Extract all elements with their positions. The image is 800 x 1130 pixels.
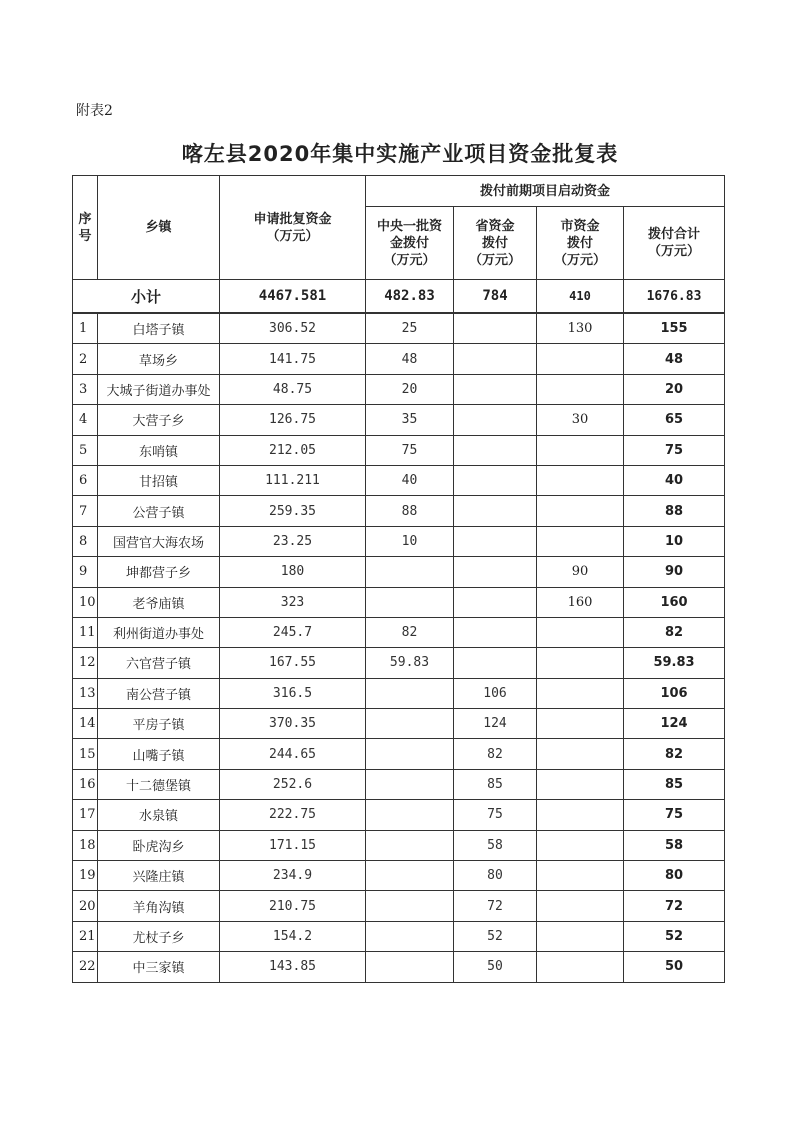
cell-city — [537, 465, 624, 495]
header-province-label: 省资金拨付 — [475, 218, 515, 251]
cell-city — [537, 800, 624, 830]
table-row — [73, 465, 725, 495]
subtotal-sum: 1676.83 — [624, 280, 725, 314]
header-town: 乡镇 — [98, 176, 220, 280]
cell-central: 59.83 — [366, 648, 454, 678]
cell-city — [537, 496, 624, 526]
cell-city — [537, 374, 624, 404]
cell-applied: 252.6 — [220, 769, 366, 799]
cell-province: 75 — [454, 800, 537, 830]
cell-seq: 10 — [73, 587, 98, 617]
cell-province: 124 — [454, 709, 537, 739]
cell-central — [366, 678, 454, 708]
cell-city — [537, 739, 624, 769]
cell-central: 20 — [366, 374, 454, 404]
cell-seq: 12 — [73, 648, 98, 678]
cell-province: 72 — [454, 891, 537, 921]
table-row — [73, 709, 725, 739]
cell-central: 75 — [366, 435, 454, 465]
table-row — [73, 769, 725, 799]
header-central — [366, 207, 454, 280]
header-central-label: 中央一批资金拨付 — [376, 218, 442, 251]
table-row — [73, 830, 725, 860]
header-city — [537, 207, 624, 280]
cell-province — [454, 496, 537, 526]
cell-province — [454, 617, 537, 647]
cell-city — [537, 709, 624, 739]
cell-province — [454, 313, 537, 344]
table-row — [73, 526, 725, 556]
cell-sum: 10 — [624, 526, 725, 556]
cell-province — [454, 557, 537, 587]
subtotal-label: 小计 — [73, 280, 220, 314]
annex-label: 附表2 — [76, 103, 113, 119]
cell-province — [454, 405, 537, 435]
header-central-unit: （万元） — [383, 252, 436, 268]
cell-sum: 40 — [624, 465, 725, 495]
header-sum — [624, 207, 725, 280]
cell-town: 六官营子镇 — [98, 648, 220, 678]
cell-seq: 15 — [73, 739, 98, 769]
table-row — [73, 861, 725, 891]
cell-applied: 323 — [220, 587, 366, 617]
cell-applied: 234.9 — [220, 861, 366, 891]
cell-town: 老爷庙镇 — [98, 587, 220, 617]
cell-seq: 21 — [73, 921, 98, 951]
cell-sum: 52 — [624, 921, 725, 951]
cell-town: 卧虎沟乡 — [98, 830, 220, 860]
cell-province — [454, 587, 537, 617]
cell-applied: 244.65 — [220, 739, 366, 769]
cell-town: 水泉镇 — [98, 800, 220, 830]
table-row — [73, 557, 725, 587]
cell-seq: 7 — [73, 496, 98, 526]
cell-applied: 180 — [220, 557, 366, 587]
header-sum-unit: （万元） — [648, 244, 701, 259]
cell-town: 兴隆庄镇 — [98, 861, 220, 891]
cell-seq: 6 — [73, 465, 98, 495]
cell-province — [454, 465, 537, 495]
header-city-unit: （万元） — [553, 252, 606, 268]
table-body — [73, 313, 725, 982]
table-row — [73, 891, 725, 921]
cell-sum: 160 — [624, 587, 725, 617]
cell-applied: 48.75 — [220, 374, 366, 404]
cell-province — [454, 526, 537, 556]
cell-town: 山嘴子镇 — [98, 739, 220, 769]
cell-town: 坤都营子乡 — [98, 557, 220, 587]
cell-central: 88 — [366, 496, 454, 526]
cell-central — [366, 557, 454, 587]
table-row — [73, 952, 725, 982]
cell-city — [537, 861, 624, 891]
cell-town: 尤杖子乡 — [98, 921, 220, 951]
cell-seq: 2 — [73, 344, 98, 374]
cell-central — [366, 587, 454, 617]
header-sum-label: 拨付合计 — [648, 227, 701, 242]
header-group: 拨付前期项目启动资金 — [366, 176, 725, 207]
funding-table — [72, 175, 725, 983]
cell-province — [454, 374, 537, 404]
header-applied-unit: （万元） — [266, 228, 319, 244]
cell-applied: 259.35 — [220, 496, 366, 526]
header-seq: 序号 — [73, 176, 98, 280]
cell-city: 30 — [537, 405, 624, 435]
cell-sum: 75 — [624, 435, 725, 465]
cell-central: 48 — [366, 344, 454, 374]
cell-province: 85 — [454, 769, 537, 799]
cell-town: 南公营子镇 — [98, 678, 220, 708]
cell-central — [366, 739, 454, 769]
cell-applied: 154.2 — [220, 921, 366, 951]
table-row — [73, 739, 725, 769]
header-city-label: 市资金拨付 — [560, 218, 600, 251]
cell-central: 10 — [366, 526, 454, 556]
subtotal-central: 482.83 — [366, 280, 454, 314]
cell-sum: 50 — [624, 952, 725, 982]
header-province-unit: （万元） — [468, 252, 521, 268]
cell-city: 130 — [537, 313, 624, 344]
table-row — [73, 921, 725, 951]
cell-seq: 19 — [73, 861, 98, 891]
cell-sum: 155 — [624, 313, 725, 344]
cell-town: 羊角沟镇 — [98, 891, 220, 921]
cell-central: 40 — [366, 465, 454, 495]
header-applied — [220, 176, 366, 280]
table-row — [73, 648, 725, 678]
cell-city — [537, 617, 624, 647]
cell-sum: 20 — [624, 374, 725, 404]
cell-applied: 245.7 — [220, 617, 366, 647]
cell-town: 甘招镇 — [98, 465, 220, 495]
table-row — [73, 800, 725, 830]
cell-seq: 22 — [73, 952, 98, 982]
cell-town: 公营子镇 — [98, 496, 220, 526]
cell-province: 52 — [454, 921, 537, 951]
cell-seq: 11 — [73, 617, 98, 647]
cell-applied: 111.211 — [220, 465, 366, 495]
cell-sum: 65 — [624, 405, 725, 435]
cell-applied: 222.75 — [220, 800, 366, 830]
cell-city — [537, 648, 624, 678]
cell-sum: 106 — [624, 678, 725, 708]
cell-sum: 88 — [624, 496, 725, 526]
cell-seq: 3 — [73, 374, 98, 404]
cell-city — [537, 921, 624, 951]
cell-central — [366, 891, 454, 921]
cell-central — [366, 921, 454, 951]
cell-sum: 75 — [624, 800, 725, 830]
document-title: 喀左县2020年集中实施产业项目资金批复表 — [181, 142, 619, 166]
cell-city — [537, 678, 624, 708]
cell-city — [537, 435, 624, 465]
cell-town: 平房子镇 — [98, 709, 220, 739]
cell-seq: 16 — [73, 769, 98, 799]
cell-applied: 212.05 — [220, 435, 366, 465]
cell-seq: 9 — [73, 557, 98, 587]
cell-seq: 20 — [73, 891, 98, 921]
cell-central: 25 — [366, 313, 454, 344]
cell-town: 草场乡 — [98, 344, 220, 374]
cell-province — [454, 344, 537, 374]
cell-applied: 316.5 — [220, 678, 366, 708]
cell-seq: 1 — [73, 313, 98, 344]
cell-province: 82 — [454, 739, 537, 769]
table-row — [73, 313, 725, 344]
subtotal-province: 784 — [454, 280, 537, 314]
cell-central — [366, 830, 454, 860]
cell-town: 东哨镇 — [98, 435, 220, 465]
cell-town: 大营子乡 — [98, 405, 220, 435]
cell-applied: 143.85 — [220, 952, 366, 982]
cell-sum: 59.83 — [624, 648, 725, 678]
cell-seq: 14 — [73, 709, 98, 739]
cell-seq: 4 — [73, 405, 98, 435]
cell-sum: 48 — [624, 344, 725, 374]
cell-applied: 167.55 — [220, 648, 366, 678]
table-row — [73, 496, 725, 526]
cell-city: 160 — [537, 587, 624, 617]
cell-town: 十二德堡镇 — [98, 769, 220, 799]
header-province — [454, 207, 537, 280]
subtotal-applied: 4467.581 — [220, 280, 366, 314]
cell-sum: 90 — [624, 557, 725, 587]
cell-sum: 80 — [624, 861, 725, 891]
table-row — [73, 587, 725, 617]
cell-applied: 370.35 — [220, 709, 366, 739]
cell-applied: 306.52 — [220, 313, 366, 344]
cell-province: 50 — [454, 952, 537, 982]
cell-sum: 85 — [624, 769, 725, 799]
cell-province — [454, 435, 537, 465]
cell-seq: 5 — [73, 435, 98, 465]
cell-central: 35 — [366, 405, 454, 435]
table-row — [73, 374, 725, 404]
cell-applied: 141.75 — [220, 344, 366, 374]
cell-town: 白塔子镇 — [98, 313, 220, 344]
cell-applied: 210.75 — [220, 891, 366, 921]
cell-applied: 126.75 — [220, 405, 366, 435]
cell-central: 82 — [366, 617, 454, 647]
cell-central — [366, 861, 454, 891]
cell-central — [366, 709, 454, 739]
table-row — [73, 435, 725, 465]
cell-city — [537, 344, 624, 374]
cell-city — [537, 952, 624, 982]
cell-province — [454, 648, 537, 678]
cell-sum: 72 — [624, 891, 725, 921]
cell-applied: 23.25 — [220, 526, 366, 556]
cell-sum: 124 — [624, 709, 725, 739]
table-row — [73, 617, 725, 647]
cell-seq: 8 — [73, 526, 98, 556]
cell-central — [366, 952, 454, 982]
cell-town: 大城子街道办事处 — [98, 374, 220, 404]
cell-city — [537, 830, 624, 860]
cell-town: 国营官大海农场 — [98, 526, 220, 556]
cell-applied: 171.15 — [220, 830, 366, 860]
cell-sum: 58 — [624, 830, 725, 860]
cell-seq: 18 — [73, 830, 98, 860]
table-row — [73, 344, 725, 374]
cell-seq: 13 — [73, 678, 98, 708]
subtotal-city: 410 — [537, 280, 624, 314]
cell-province: 80 — [454, 861, 537, 891]
cell-city — [537, 891, 624, 921]
cell-city: 90 — [537, 557, 624, 587]
subtotal-row — [73, 280, 725, 314]
cell-sum: 82 — [624, 739, 725, 769]
cell-sum: 82 — [624, 617, 725, 647]
cell-seq: 17 — [73, 800, 98, 830]
cell-province: 106 — [454, 678, 537, 708]
cell-central — [366, 769, 454, 799]
cell-town: 利州街道办事处 — [98, 617, 220, 647]
cell-city — [537, 526, 624, 556]
cell-province: 58 — [454, 830, 537, 860]
cell-central — [366, 800, 454, 830]
header-applied-label: 申请批复资金 — [253, 211, 332, 227]
cell-city — [537, 769, 624, 799]
table-row — [73, 405, 725, 435]
table-row — [73, 678, 725, 708]
cell-town: 中三家镇 — [98, 952, 220, 982]
